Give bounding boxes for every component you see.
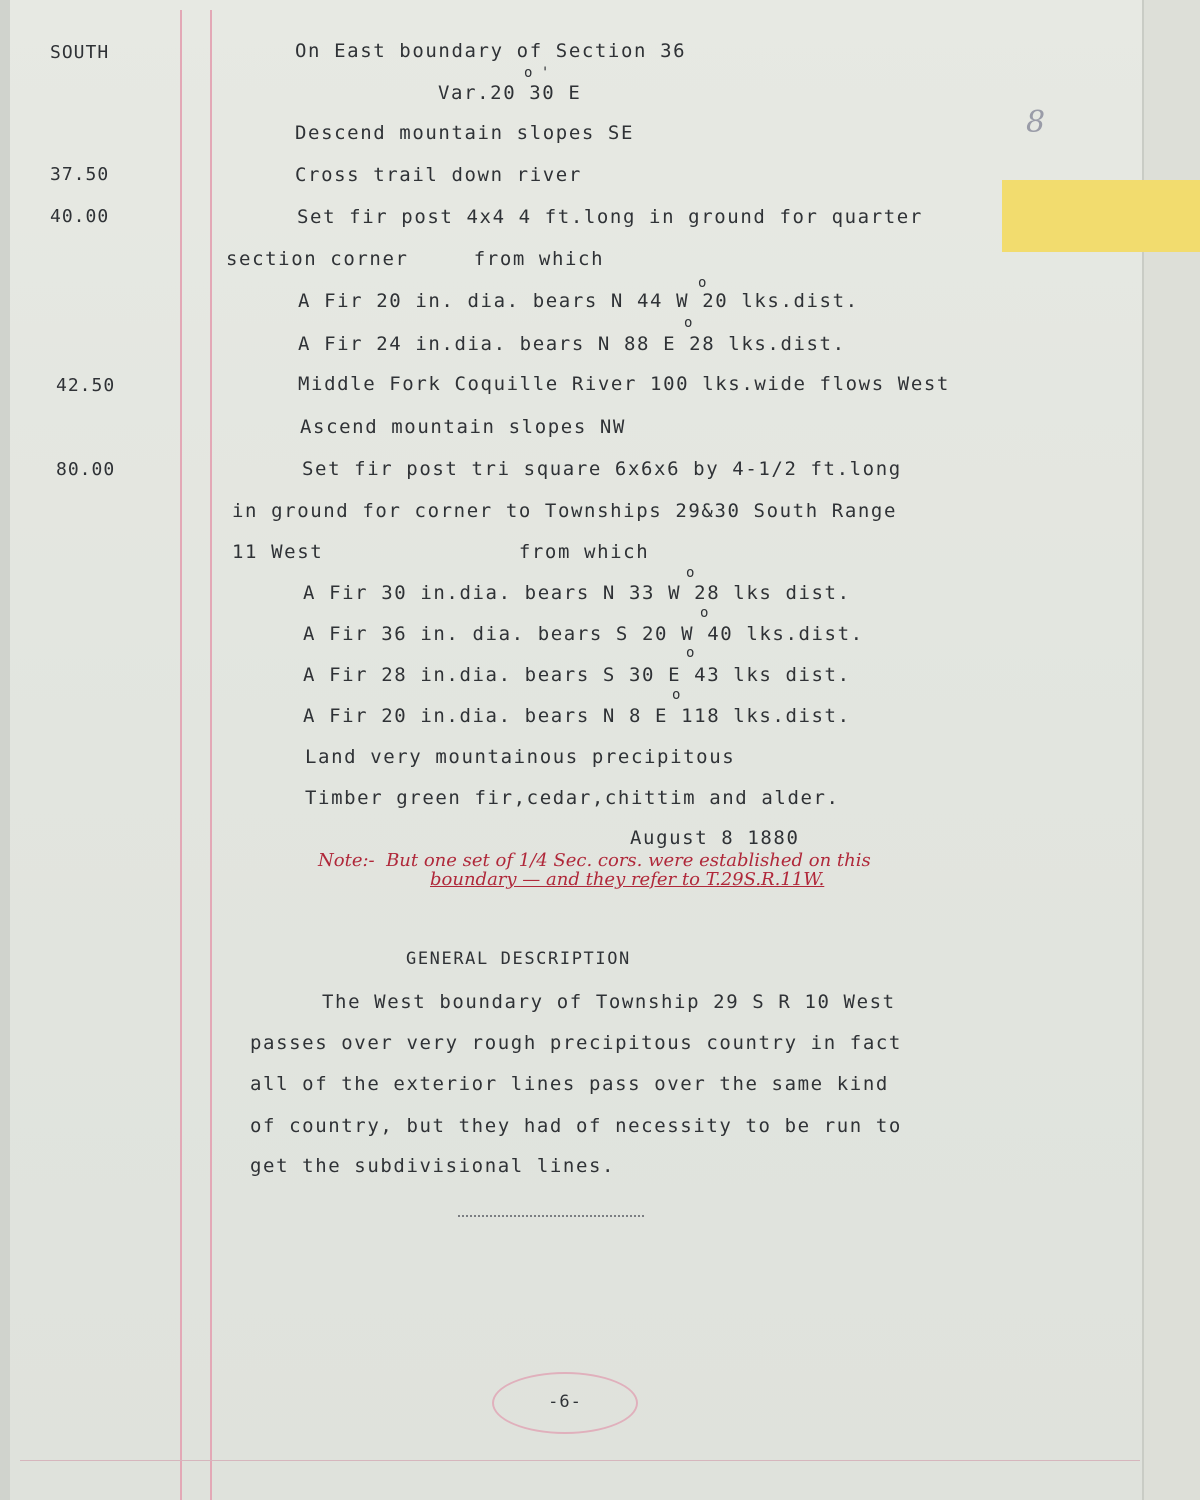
bearing-tree: A Fir 30 in.dia. bears N 33 W 28 lks dist. <box>303 582 851 604</box>
handwritten-note-line-2: boundary — and they refer to T.29S.R.11W. <box>430 869 825 890</box>
station-number: 37.50 <box>50 164 110 185</box>
degree-mark: o <box>698 275 707 291</box>
degree-mark: o <box>686 565 695 581</box>
variation-text: Var.20 30 E <box>438 82 582 104</box>
station-number: 80.00 <box>56 459 116 480</box>
entry-text: Descend mountain slopes SE <box>295 122 635 144</box>
degree-mark: o <box>684 315 693 331</box>
degree-mark: o <box>672 687 681 703</box>
entry-text: Timber green fir,cedar,chittim and alder. <box>305 787 840 809</box>
station-number: 42.50 <box>56 375 116 396</box>
variation-mark: o ' <box>524 65 550 81</box>
pencil-mark: 8 <box>1026 105 1046 140</box>
description-line: passes over very rough precipitous country in fact <box>250 1032 902 1054</box>
entry-text: 11 West from which <box>232 541 650 563</box>
survey-date: August 8 1880 <box>630 827 800 849</box>
bearing-tree: A Fir 20 in. dia. bears N 44 W 20 lks.dist. <box>298 290 859 312</box>
bearing-tree: A Fir 28 in.dia. bears S 30 E 43 lks dist. <box>303 664 851 686</box>
entry-text: Cross trail down river <box>295 164 582 186</box>
general-description-heading: GENERAL DESCRIPTION <box>406 949 631 969</box>
degree-mark: o <box>700 605 709 621</box>
description-line: get the subdivisional lines. <box>250 1155 616 1177</box>
entry-text: in ground for corner to Townships 29&30 South Range <box>232 500 897 522</box>
yellow-tab-flag <box>1002 180 1200 252</box>
entry-text: Ascend mountain slopes NW <box>300 416 626 438</box>
page-number: -6- <box>548 1392 582 1412</box>
bearing-tree: A Fir 24 in.dia. bears N 88 E 28 lks.dist. <box>298 333 846 355</box>
description-line: all of the exterior lines pass over the same kind <box>250 1073 889 1095</box>
description-line: The West boundary of Township 29 S R 10 West <box>322 991 896 1013</box>
page-left-edge <box>0 0 10 1500</box>
section-title: On East boundary of Section 36 <box>295 40 687 62</box>
description-line: of country, but they had of necessity to be run to <box>250 1115 902 1137</box>
entry-text: Set fir post 4x4 4 ft.long in ground for quarter <box>297 206 923 228</box>
page-number-stamp <box>492 1372 638 1434</box>
station-number: 40.00 <box>50 206 110 227</box>
section-separator <box>458 1215 644 1220</box>
margin-rule-right <box>210 10 212 1500</box>
bottom-rule <box>20 1460 1140 1461</box>
margin-rule-left <box>180 10 182 1500</box>
handwritten-note-line-1: Note:- But one set of 1/4 Sec. cors. were established on this <box>318 850 871 871</box>
bearing-tree: A Fir 20 in.dia. bears N 8 E 118 lks.dist. <box>303 705 851 727</box>
entry-text: Set fir post tri square 6x6x6 by 4-1/2 ft.long <box>302 458 902 480</box>
bearing-tree: A Fir 36 in. dia. bears S 20 W 40 lks.dist. <box>303 623 864 645</box>
entry-text: Middle Fork Coquille River 100 lks.wide flows West <box>298 373 950 395</box>
direction-label: SOUTH <box>50 42 110 63</box>
entry-text: Land very mountainous precipitous <box>305 746 736 768</box>
degree-mark: o <box>686 645 695 661</box>
entry-text: section corner from which <box>226 248 605 270</box>
